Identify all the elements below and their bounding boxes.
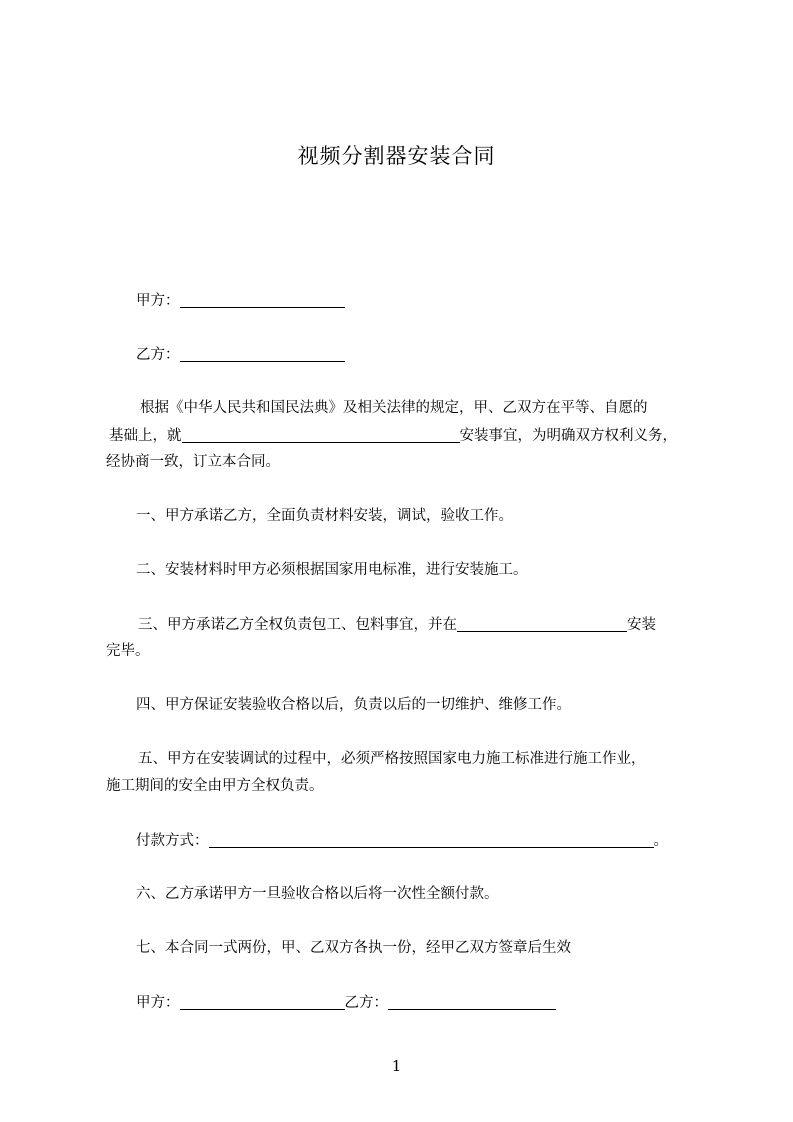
clause-5-line-1: 五、甲方在安装调试的过程中，必须严格按照国家电力施工标准进行施工作业， — [138, 751, 646, 767]
party-b-blank — [180, 347, 345, 362]
party-b-line — [136, 347, 345, 363]
clause-3-line-1 — [138, 617, 656, 633]
project-blank — [182, 428, 460, 443]
clause-6: 六、乙方承诺甲方一旦验收合格以后将一次性全额付款。 — [136, 886, 499, 902]
signature-party-b-blank — [388, 995, 556, 1010]
payment-label: 付款方式： — [136, 833, 209, 849]
document-title: 视频分割器安装合同 — [297, 144, 496, 168]
payment-end: 。 — [653, 833, 668, 849]
signature-party-b-label: 乙方： — [344, 995, 388, 1011]
completion-blank — [457, 617, 627, 632]
clause-3-line-2: 完毕。 — [106, 643, 150, 659]
clause-7: 七、本合同一式两份，甲、乙双方各执一份，经甲乙双方签章后生效 — [136, 940, 571, 956]
signature-line — [136, 995, 556, 1011]
clause-3-post: 安装 — [627, 617, 656, 633]
intro-line-3: 经协商一致，订立本合同。 — [106, 454, 280, 470]
signature-party-a-label: 甲方： — [136, 995, 180, 1011]
party-a-line — [136, 293, 345, 309]
payment-blank — [209, 833, 654, 848]
intro-line-2-post: 安装事宜，为明确双方权利义务， — [459, 428, 677, 444]
clause-2: 二、安装材料时甲方必须根据国家用电标准，进行安装施工。 — [136, 562, 528, 578]
payment-line — [136, 833, 668, 849]
intro-line-2-pre: 基础上，就 — [109, 428, 182, 444]
signature-party-a-blank — [180, 995, 345, 1010]
intro-line-1: 根据《中华人民共和国民法典》及相关法律的规定，甲、乙双方在平等、自愿的 — [140, 400, 648, 416]
clause-5-line-2: 施工期间的安全由甲方全权负责。 — [106, 778, 324, 794]
clause-1: 一、甲方承诺乙方，全面负责材料安装，调试，验收工作。 — [136, 508, 513, 524]
party-a-label: 甲方： — [136, 293, 180, 309]
page-number: 1 — [391, 1057, 402, 1075]
clause-3-pre: 三、甲方承诺乙方全权负责包工、包料事宜，并在 — [138, 617, 457, 633]
party-b-label: 乙方： — [136, 347, 180, 363]
intro-line-2 — [109, 428, 677, 444]
clause-4: 四、甲方保证安装验收合格以后，负责以后的一切维护、维修工作。 — [136, 697, 571, 713]
party-a-blank — [180, 293, 345, 308]
